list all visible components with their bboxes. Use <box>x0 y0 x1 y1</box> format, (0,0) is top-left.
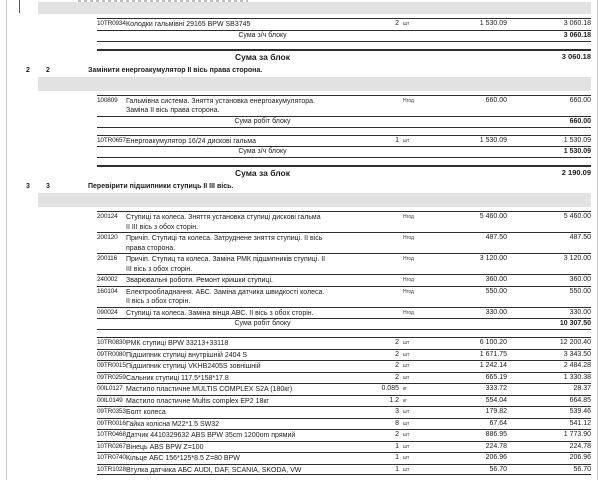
item-price: 333.72 <box>485 385 507 392</box>
row-separator-line <box>97 116 591 117</box>
item-price: 660.00 <box>485 96 507 104</box>
item-unit: шт <box>403 137 410 144</box>
row-separator-line <box>97 49 591 51</box>
sum-total: 10 307.50 <box>559 320 591 327</box>
labor-row <box>22 307 591 319</box>
block-header-band <box>38 193 591 207</box>
item-unit: шт <box>403 466 410 473</box>
item-description <box>126 20 351 30</box>
item-description <box>126 234 351 253</box>
description-line: Болт колеса <box>126 409 166 416</box>
item-total: 5 460.00 <box>563 213 591 220</box>
item-description <box>126 276 351 286</box>
item-price: 6 100.20 <box>479 339 507 346</box>
description-line: Колодки гальмівні 29165 BPW SB3745 <box>126 21 251 28</box>
row-separator-line <box>97 18 591 19</box>
item-total: 1 773.90 <box>563 431 591 438</box>
page-left-border <box>6 0 7 480</box>
description-line: Сальник ступиці 117.5*158*17.8 <box>126 374 229 382</box>
row-separator-line <box>97 406 591 407</box>
part-row <box>22 349 591 361</box>
item-code: 100809 <box>97 96 118 104</box>
indent <box>22 374 97 384</box>
item-quantity: 2 <box>395 362 399 369</box>
block-total-row <box>22 165 591 179</box>
item-price: 5 460.00 <box>479 213 507 220</box>
item-unit: шт <box>403 455 410 461</box>
item-description <box>126 431 351 441</box>
description-line: Датчик 4410329632 ABS BPW 35cm 1200om прямий <box>126 432 296 439</box>
item-code: 10TR0468 <box>97 431 126 438</box>
item-code: 10TR0830 <box>97 339 126 346</box>
indent <box>22 97 97 116</box>
indent <box>22 20 97 30</box>
indent <box>22 397 97 407</box>
item-description <box>126 97 351 116</box>
item-description <box>126 408 351 418</box>
item-quantity: 3 <box>395 408 399 415</box>
sum-total: 3 060.18 <box>563 31 591 39</box>
labor-row <box>22 95 591 116</box>
indent <box>22 137 97 147</box>
item-total: 539.46 <box>569 408 591 415</box>
report-body <box>22 0 591 475</box>
item-code: 10TR1028 <box>97 465 126 473</box>
item-unit: Нгод <box>403 97 414 104</box>
item-code: 200116 <box>97 255 118 262</box>
sum-row <box>22 146 591 158</box>
item-quantity: 2 <box>395 373 399 381</box>
item-unit: шт <box>403 420 410 427</box>
row-separator-line <box>97 95 591 96</box>
indent <box>22 309 97 319</box>
block-total-value: 2 190.09 <box>561 168 591 177</box>
part-row <box>22 18 591 30</box>
item-code: 00IL0127 <box>97 385 123 392</box>
item-unit: шт <box>403 21 410 27</box>
item-unit: шт <box>403 351 410 358</box>
part-row <box>22 452 591 464</box>
block-total-label: Сума за блок <box>235 51 290 62</box>
part-row <box>22 383 591 395</box>
row-separator-line <box>97 165 591 167</box>
item-total: 56.70 <box>573 465 591 473</box>
item-total: 330.00 <box>569 308 591 316</box>
part-row <box>22 406 591 418</box>
item-price: 1 671.75 <box>479 350 507 358</box>
item-code: 10TR0267 <box>97 442 126 450</box>
item-quantity <box>351 97 399 116</box>
part-row <box>22 395 591 407</box>
description-line: III вісь з обох сторін. <box>126 265 193 273</box>
indent <box>22 431 97 441</box>
description-line: Ступиці та колеса. Заміна вінця АВС. II вісь з обох сторін. <box>126 309 314 317</box>
sum-label: Сума робіт блоку <box>234 117 291 125</box>
row-separator-line <box>97 441 591 442</box>
row-separator-line <box>97 253 591 254</box>
description-line: Мастило пластичне Multis complex EP2 18кг <box>126 397 269 405</box>
block-total-value: 3 060.18 <box>561 51 591 61</box>
sum-total: 660.00 <box>569 117 591 125</box>
item-unit: шт <box>403 432 410 438</box>
item-quantity: 2 <box>395 20 399 27</box>
item-total: 550.00 <box>569 287 591 295</box>
block-total-label: Сума за блок <box>235 168 290 178</box>
item-code: 160104 <box>97 287 118 295</box>
row-separator-line <box>97 383 591 384</box>
item-price: 550.00 <box>485 287 507 295</box>
item-quantity: 1 <box>395 442 399 450</box>
item-unit: шт <box>403 374 410 381</box>
indent <box>22 351 97 361</box>
block-header-band <box>38 77 591 91</box>
item-quantity: 1.2 <box>389 396 399 404</box>
description-line: Гальмівна система. Зняття установка енергоакумулятора. <box>126 97 315 105</box>
item-price: 179.82 <box>485 408 507 415</box>
item-quantity: 1 <box>395 465 399 473</box>
description-line: Мастило пластичне MULTIS COMPLEX S2A (180кг) <box>126 386 293 393</box>
indent <box>22 276 97 286</box>
row-separator-line <box>97 429 591 430</box>
description-line: Кільце АБС 156*125*8.5 Z=80 BPW <box>126 455 240 462</box>
labor-row <box>22 253 591 274</box>
item-description <box>126 420 351 430</box>
part-row <box>22 464 591 476</box>
item-description <box>126 374 351 384</box>
item-unit: Нгод <box>403 288 414 295</box>
item-description <box>126 351 351 361</box>
item-total: 664.85 <box>569 396 591 404</box>
description-line: Причіп. Ступиці та колеса. Затруднене зняття ступиці. II вісь <box>126 235 323 242</box>
item-price: 487.50 <box>485 234 507 241</box>
item-description <box>126 385 351 395</box>
part-row <box>22 418 591 430</box>
description-line: Енергоакумулятор 16/24 дискові гальма <box>126 137 256 145</box>
indent <box>22 454 97 464</box>
description-line: Підшипник ступиці внутрішній 2404 S <box>126 351 248 359</box>
row-separator-line <box>97 337 591 338</box>
item-quantity <box>351 309 399 319</box>
block-position: 3 <box>46 183 50 190</box>
item-description <box>126 137 351 147</box>
item-price: 360.00 <box>485 276 507 283</box>
item-total: 660.00 <box>569 96 591 104</box>
item-price: 1 242.14 <box>479 362 507 369</box>
item-code: 09TR0015 <box>97 362 126 369</box>
item-total: 28.37 <box>573 385 591 392</box>
row-separator-line <box>97 211 591 212</box>
indent <box>22 288 97 307</box>
indent <box>22 213 97 232</box>
part-row <box>22 441 591 453</box>
block-position: 2 <box>46 66 50 74</box>
block-header-band <box>38 2 591 14</box>
item-quantity: 2 <box>395 339 399 346</box>
item-quantity: 1 <box>395 454 399 461</box>
part-row <box>22 372 591 384</box>
sum-row <box>22 30 591 42</box>
description-line: II вісь з обох сторін. <box>126 298 191 305</box>
item-description <box>126 362 351 372</box>
item-unit: Нгод <box>403 277 414 283</box>
item-description <box>126 255 351 274</box>
indent <box>22 339 97 349</box>
description-line: РМК ступиці BPW 33213+33118 <box>126 340 229 347</box>
item-code: 10TR0934 <box>97 20 126 27</box>
item-code: 09TR0353 <box>97 408 126 415</box>
item-price: 224.78 <box>485 442 507 450</box>
item-description <box>126 213 351 232</box>
item-total: 12 200.40 <box>559 339 591 346</box>
block-title: Перевірити підшипники ступиць II III вісь. <box>88 183 234 190</box>
item-price: 886.95 <box>485 431 507 438</box>
item-unit: шт <box>403 340 410 346</box>
item-total: 3 343.50 <box>563 350 591 358</box>
row-separator-line <box>97 318 591 319</box>
row-separator-line <box>97 135 591 136</box>
item-quantity <box>351 234 399 253</box>
spacer <box>22 52 126 63</box>
item-code: 200124 <box>97 213 118 220</box>
item-total: 487.50 <box>569 234 591 241</box>
row-separator-line <box>97 286 591 287</box>
indent <box>22 234 97 253</box>
part-row <box>22 337 591 349</box>
item-total: 3 060.18 <box>563 20 591 27</box>
item-quantity: 1 <box>395 136 399 144</box>
spacer <box>22 168 126 179</box>
item-total: 1 330.38 <box>563 373 591 381</box>
item-price: 554.04 <box>485 396 507 404</box>
row-separator-line <box>97 418 591 419</box>
item-unit: шт <box>403 409 410 415</box>
item-total: 541.12 <box>569 419 591 427</box>
item-total: 224.78 <box>569 442 591 450</box>
item-code: 00IL0149 <box>97 396 123 404</box>
row-separator-line <box>97 41 591 42</box>
item-quantity <box>351 213 399 232</box>
row-separator-line <box>97 474 591 475</box>
sum-total: 1 530.09 <box>563 148 591 155</box>
item-price: 665.19 <box>485 373 507 381</box>
block-number: 2 <box>26 66 30 74</box>
item-price: 3 120.00 <box>479 255 507 262</box>
sum-label: Сума з/ч блоку <box>238 31 287 39</box>
item-code: 10TR0740 <box>97 454 126 461</box>
item-unit: кг <box>403 397 408 404</box>
clipped-cell-border <box>19 0 20 13</box>
sum-label: Сума робіт блоку <box>234 320 291 327</box>
item-code: 09TR0016 <box>97 419 126 427</box>
description-line: Гайка колісна M22*1.5 SW32 <box>126 420 220 428</box>
item-quantity <box>351 288 399 307</box>
row-separator-line <box>97 274 591 275</box>
labor-row <box>22 274 591 286</box>
item-description <box>126 339 351 349</box>
item-price: 1 530.09 <box>479 136 507 144</box>
item-price: 206.96 <box>485 454 507 461</box>
description-line: Зварювальні роботи. Ремонт кришки ступиці. <box>126 277 273 284</box>
description-line: права сторона. <box>126 244 176 252</box>
item-total: 206.96 <box>569 454 591 461</box>
item-description <box>126 288 351 307</box>
item-unit: Нгод <box>403 309 414 316</box>
row-separator-line <box>97 452 591 453</box>
row-separator-line <box>97 464 591 465</box>
row-separator-line <box>97 232 591 233</box>
item-price: 1 530.09 <box>479 20 507 27</box>
item-total: 3 120.00 <box>563 255 591 262</box>
indent <box>22 420 97 430</box>
sum-row <box>22 116 591 128</box>
page-right-border <box>597 0 598 480</box>
item-quantity: 2 <box>395 350 399 358</box>
item-quantity <box>351 276 399 286</box>
item-unit: Нгод <box>403 235 414 241</box>
row-separator-line <box>97 157 591 158</box>
row-separator-line <box>97 307 591 308</box>
block-header <box>22 66 591 77</box>
item-code: 09TR0080 <box>97 350 126 358</box>
item-quantity: 0.085 <box>381 385 399 392</box>
item-total: 1 530.09 <box>563 136 591 144</box>
indent <box>22 362 97 372</box>
item-price: 67.64 <box>489 419 507 427</box>
block-title: Замінити енергоакумулятор II вісь права сторона. <box>88 66 263 74</box>
description-line: Заміна II вісь права сторона. <box>126 107 220 114</box>
item-unit: Нгод <box>403 256 414 262</box>
row-separator-line <box>97 30 591 31</box>
description-line: II III вісь з обох сторін. <box>126 223 199 231</box>
item-code: 09TR0259 <box>97 373 126 381</box>
labor-row <box>22 286 591 307</box>
sum-label: Сума з/ч блоку <box>238 148 287 155</box>
item-unit: Нгод <box>403 214 414 220</box>
description-line: Вінець ABS BPW Z=100 <box>126 443 204 451</box>
indent <box>22 443 97 453</box>
item-unit: кг <box>403 386 408 392</box>
indent <box>22 385 97 395</box>
row-separator-line <box>97 127 591 128</box>
description-line: Причіп. Ступиц та колеса. Заміна РМК підшипників ступиці. II <box>126 256 326 263</box>
item-code: 200120 <box>97 234 118 241</box>
description-line: Підшипник ступиці VKHB2405S зовнішній <box>126 363 261 370</box>
labor-row <box>22 232 591 253</box>
item-description <box>126 454 351 464</box>
item-quantity: 8 <box>395 419 399 427</box>
labor-row <box>22 211 591 232</box>
row-separator-line <box>97 349 591 350</box>
description-line: Втулка датчика АБС AUDI, DAF, SCANIA, SKODA, VW <box>126 466 302 474</box>
row-separator-line <box>97 146 591 147</box>
block-total-row <box>22 49 591 63</box>
description-line: Електрообладнання. АБС. Заміна датчика швидкості колеса. <box>126 288 325 296</box>
item-unit: шт <box>403 443 410 450</box>
item-code: 10TR0657 <box>97 136 126 144</box>
item-code: 090024 <box>97 308 118 316</box>
block-header <box>22 182 591 193</box>
indent <box>22 466 97 476</box>
indent <box>22 408 97 418</box>
indent <box>22 255 97 274</box>
row-separator-line <box>97 329 591 330</box>
item-price: 330.00 <box>485 308 507 316</box>
item-quantity <box>351 255 399 274</box>
row-separator-line <box>97 395 591 396</box>
item-total: 2 484.28 <box>563 362 591 369</box>
item-description <box>126 443 351 453</box>
item-description <box>126 397 351 407</box>
description-line: Ступиці та колеса. Зняття установка ступиці дискові гальма <box>126 214 321 221</box>
item-total: 360.00 <box>569 276 591 283</box>
block-number: 3 <box>26 183 30 190</box>
item-price: 56.70 <box>489 465 507 473</box>
row-separator-line <box>97 360 591 361</box>
part-row <box>22 429 591 441</box>
part-row <box>22 135 591 147</box>
item-description <box>126 309 351 319</box>
sum-row <box>22 318 591 330</box>
item-quantity: 2 <box>395 431 399 438</box>
part-row <box>22 360 591 372</box>
item-code: 240002 <box>97 276 118 283</box>
row-separator-line <box>97 372 591 373</box>
item-unit: шт <box>403 363 410 369</box>
